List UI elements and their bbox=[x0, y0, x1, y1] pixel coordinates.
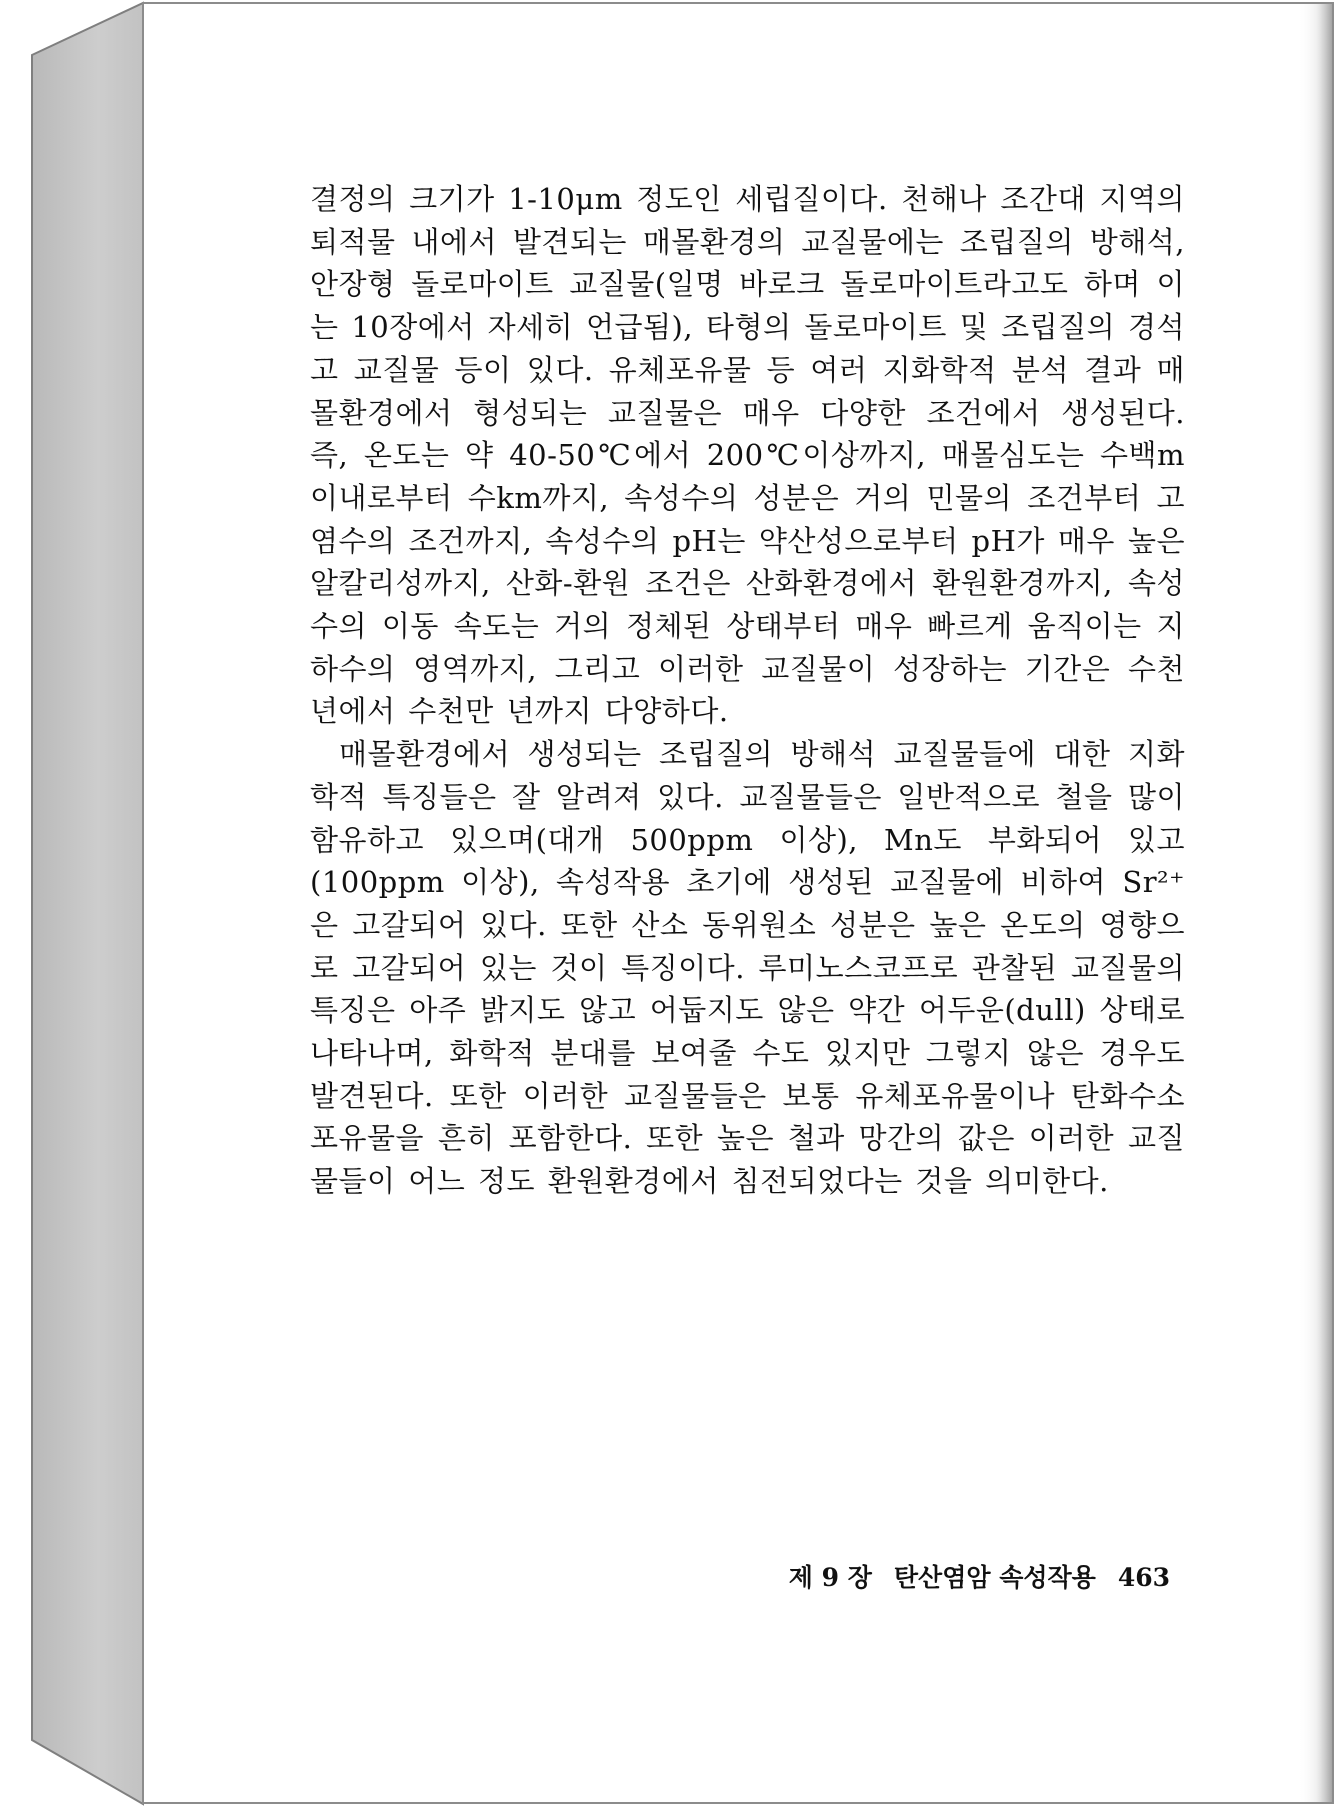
page-edge-shadow bbox=[1298, 4, 1332, 1802]
footer-chapter: 제 9 장 bbox=[788, 1563, 872, 1592]
footer-chapter-title: 탄산염암 속성작용 bbox=[893, 1563, 1096, 1592]
running-footer bbox=[660, 1558, 1170, 1594]
page-number: 463 bbox=[1117, 1563, 1170, 1592]
book-spine bbox=[32, 3, 143, 1804]
body-paragraph-1: 결정의 크기가 1-10μm 정도인 세립질이다. 천해나 조간대 지역의 퇴적물 내에서 발견되는 매몰환경의 교질물에는 조립질의 방해석, 안장형 돌로마이트 교질물(일명 바로크 돌로마이트라고도 하며 이는 10장에서 자세히 언급됨), 타형의 돌로마이트 및 조립질의 경석고 교질물 등이 있다. 유체포유물 등 여러 지화학적 분석 결과 매몰환경에서 형성되는 교질물은 매우 다양한 조건에서 생성된다. 즉, 온도는 약 40-50℃에서 200℃이상까지, 매몰심도는 수백m 이내로부터 수km까지, 속성수의 성분은 거의 민물의 조건부터 고염수의 조건까지, 속성수의 pH는 약산성으로부터 pH가 매우 높은 알칼리성까지, 산화-환원 조건은 산화환경에서 환원환경까지, 속성수의 이동 속도는 거의 정체된 상태부터 매우 빠르게 움직이는 지하수의 영역까지, 그리고 이러한 교질물이 성장하는 기간은 수천 년에서 수천만 년까지 다양하다. bbox=[310, 182, 1185, 729]
body-paragraph-2: 매몰환경에서 생성되는 조립질의 방해석 교질물들에 대한 지화학적 특징들은 잘 알려져 있다. 교질물들은 일반적으로 철을 많이 함유하고 있으며(대개 500ppm 이상), Mn도 부화되어 있고(100ppm 이상), 속성작용 초기에 생성된 교질물에 비하여 Sr²⁺은 고갈되어 있다. 또한 산소 동위원소 성분은 높은 온도의 영향으로 고갈되어 있는 것이 특징이다. 루미노스코프로 관찰된 교질물의 특징은 아주 밝지도 않고 어둡지도 않은 약간 어두운(dull) 상태로 나타나며, 화학적 분대를 보여줄 수도 있지만 그렇지 않은 경우도 발견된다. 또한 이러한 교질물들은 보통 유체포유물이나 탄화수소포유물을 흔히 포함한다. 또한 높은 철과 망간의 값은 이러한 교질물들이 어느 정도 환원환경에서 침전되었다는 것을 의미한다. bbox=[310, 737, 1185, 1199]
page-body bbox=[310, 178, 1185, 1203]
